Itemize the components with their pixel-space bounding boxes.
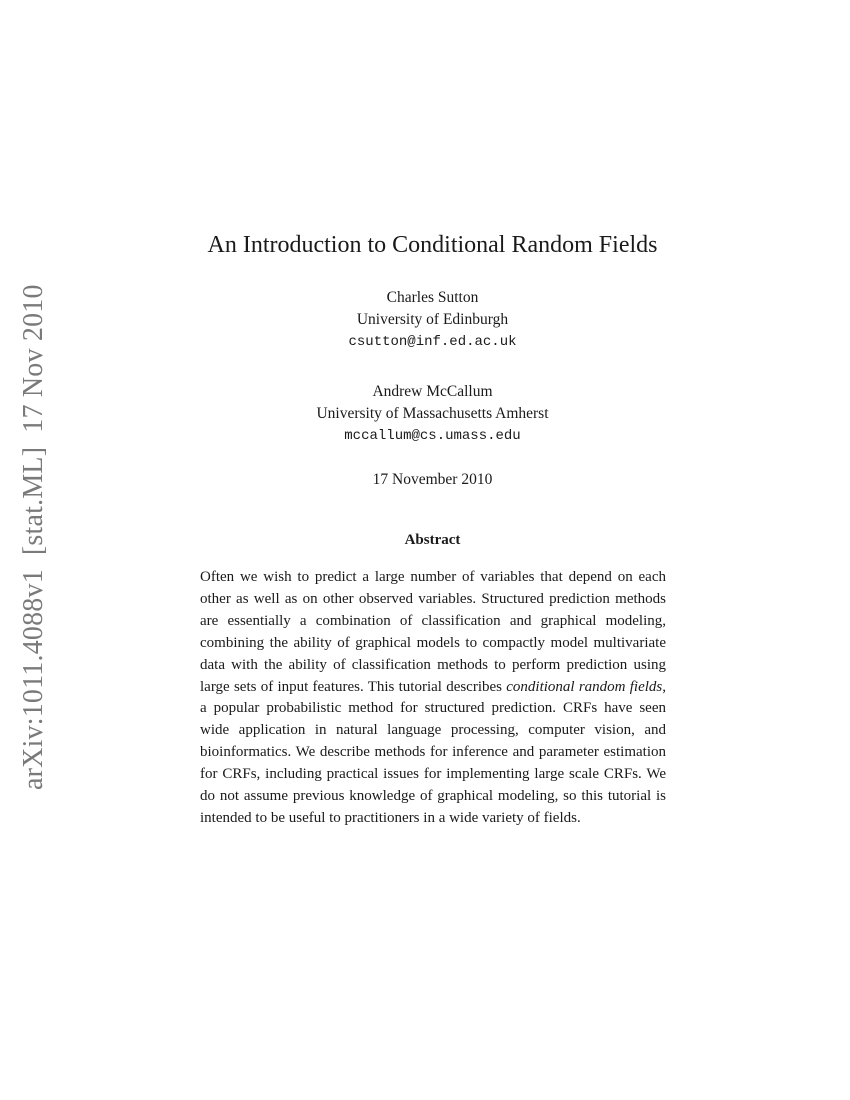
abstract-heading: Abstract <box>404 532 461 548</box>
abstract-text-part-1: Often we wish to predict a large number of variables that depend on each other as well as on other observed variables. Structured prediction methods are essentially a combination of classification and graphical modeling, combining the ability of graphical models to compactly model multivariate data with the ability of classification methods to perform prediction using large sets of input features. This tutorial describes <box>200 569 666 695</box>
arxiv-identifier: arXiv:1011.4088v1 <box>18 569 49 790</box>
abstract-body <box>200 567 666 830</box>
author-block-2 <box>0 381 850 447</box>
arxiv-stamp <box>12 284 56 790</box>
author-name: Charles Sutton <box>386 289 479 306</box>
paper-title: An Introduction to Conditional Random Fields <box>207 232 658 258</box>
paper-date: 17 November 2010 <box>372 471 493 488</box>
author-affiliation: University of Massachusetts Amherst <box>316 405 549 422</box>
abstract-text-part-2: , a popular probabilistic method for structured prediction. CRFs have seen wide application in natural language processing, computer vision, and bioinformatics. We describe methods for inference and parameter estimation for CRFs, including practical issues for implementing large scale CRFs. We do not assume previous knowledge of graphical modeling, so this tutorial is intended to be useful to practitioners in a wide variety of fields. <box>200 678 666 826</box>
author-affiliation: University of Edinburgh <box>356 311 509 328</box>
abstract-emphasis: conditional random fields <box>506 678 663 695</box>
arxiv-date: 17 Nov 2010 <box>18 284 49 433</box>
author-email: mccallum@cs.umass.edu <box>344 428 521 444</box>
arxiv-category: [stat.ML] <box>18 446 49 556</box>
author-email: csutton@inf.ed.ac.uk <box>348 334 517 350</box>
author-block-1 <box>0 287 850 353</box>
author-name: Andrew McCallum <box>372 383 493 400</box>
